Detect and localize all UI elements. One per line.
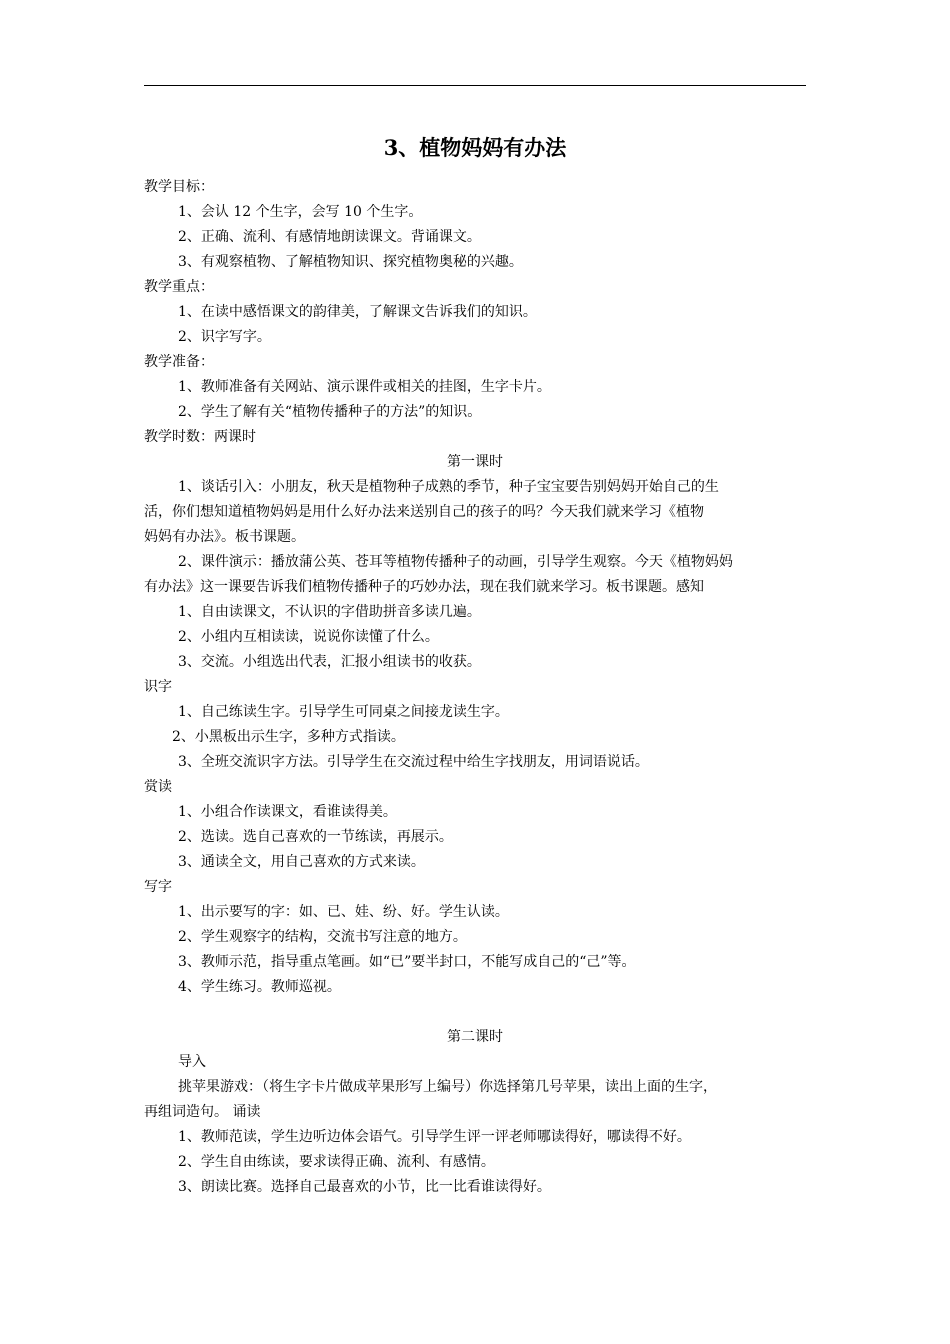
heading-objectives: 教学目标： [144,179,214,195]
list-item: 2、选读。选自己喜欢的一节练读，再展示。 [178,829,453,845]
period-two-heading: 第二课时 [447,1029,503,1045]
preparation-item: 2、学生了解有关“植物传播种子的方法”的知识。 [178,404,482,420]
list-item: 1、教师范读，学生边听边体会语气。引导学生评一评老师哪读得好，哪读得不好。 [178,1129,691,1145]
list-item: 1、自己练读生字。引导学生可同桌之间接龙读生字。 [178,704,509,720]
list-item: 2、学生自由练读，要求读得正确、流利、有感情。 [178,1154,495,1170]
paragraph-line: 妈妈有办法》。板书课题。 [144,529,305,545]
list-item: 3、通读全文，用自己喜欢的方式来读。 [178,854,425,870]
paragraph-line: 挑苹果游戏：（将生字卡片做成苹果形写上编号）你选择第几号苹果，读出上面的生字， [178,1079,717,1095]
list-item: 2、学生观察字的结构，交流书写注意的地方。 [178,929,467,945]
list-item: 3、交流。小组选出代表，汇报小组读书的收获。 [178,654,481,670]
paragraph-line: 2、课件演示：播放蒲公英、苍耳等植物传播种子的动画，引导学生观察。今天《植物妈妈 [178,554,733,570]
list-item: 1、出示要写的字：如、已、娃、纷、好。学生认读。 [178,904,509,920]
heading-key-points: 教学重点： [144,279,214,295]
paragraph-line: 1、谈话引入：小朋友，秋天是植物种子成熟的季节，种子宝宝要告别妈妈开始自己的生 [178,479,719,495]
header-rule [144,85,806,86]
paragraph-line: 再组词造句。 诵读 [144,1104,261,1120]
heading-appreciation: 赏读 [144,779,172,795]
heading-periods: 教学时数：两课时 [144,429,256,445]
heading-writing: 写字 [144,879,172,895]
list-item: 3、全班交流识字方法。引导学生在交流过程中给生字找朋友，用词语说话。 [178,754,649,770]
list-item: 3、教师示范，指导重点笔画。如“已”要半封口，不能写成自己的“己”等。 [178,954,636,970]
objective-item: 2、正确、流利、有感情地朗读课文。背诵课文。 [178,229,481,245]
list-item: 2、小组内互相读读，说说你读懂了什么。 [178,629,439,645]
lesson-title: 3、植物妈妈有办法 [383,135,567,160]
key-point-item: 2、识字写字。 [178,329,271,345]
paragraph-line: 活，你们想知道植物妈妈是用什么好办法来送别自己的孩子的吗？今天我们就来学习《植物 [144,504,704,520]
list-item: 2、小黑板出示生字，多种方式指读。 [172,729,405,745]
list-item: 3、朗读比赛。选择自己最喜欢的小节，比一比看谁读得好。 [178,1179,551,1195]
key-point-item: 1、在读中感悟课文的韵律美，了解课文告诉我们的知识。 [178,304,537,320]
heading-literacy: 识字 [144,679,172,695]
preparation-item: 1、教师准备有关网站、演示课件或相关的挂图，生字卡片。 [178,379,551,395]
list-item: 4、学生练习。教师巡视。 [178,979,341,995]
list-item: 1、自由读课文，不认识的字借助拼音多读几遍。 [178,604,481,620]
heading-preparation: 教学准备： [144,354,214,370]
period-one-heading: 第一课时 [447,454,503,470]
objective-item: 3、有观察植物、了解植物知识、探究植物奥秘的兴趣。 [178,254,523,270]
paragraph-line: 有办法》这一课要告诉我们植物传播种子的巧妙办法，现在我们就来学习。板书课题。感知 [144,579,704,595]
heading-intro: 导入 [178,1054,206,1070]
objective-item: 1、会认 12 个生字，会写 10 个生字。 [178,204,423,220]
list-item: 1、小组合作读课文，看谁读得美。 [178,804,397,820]
